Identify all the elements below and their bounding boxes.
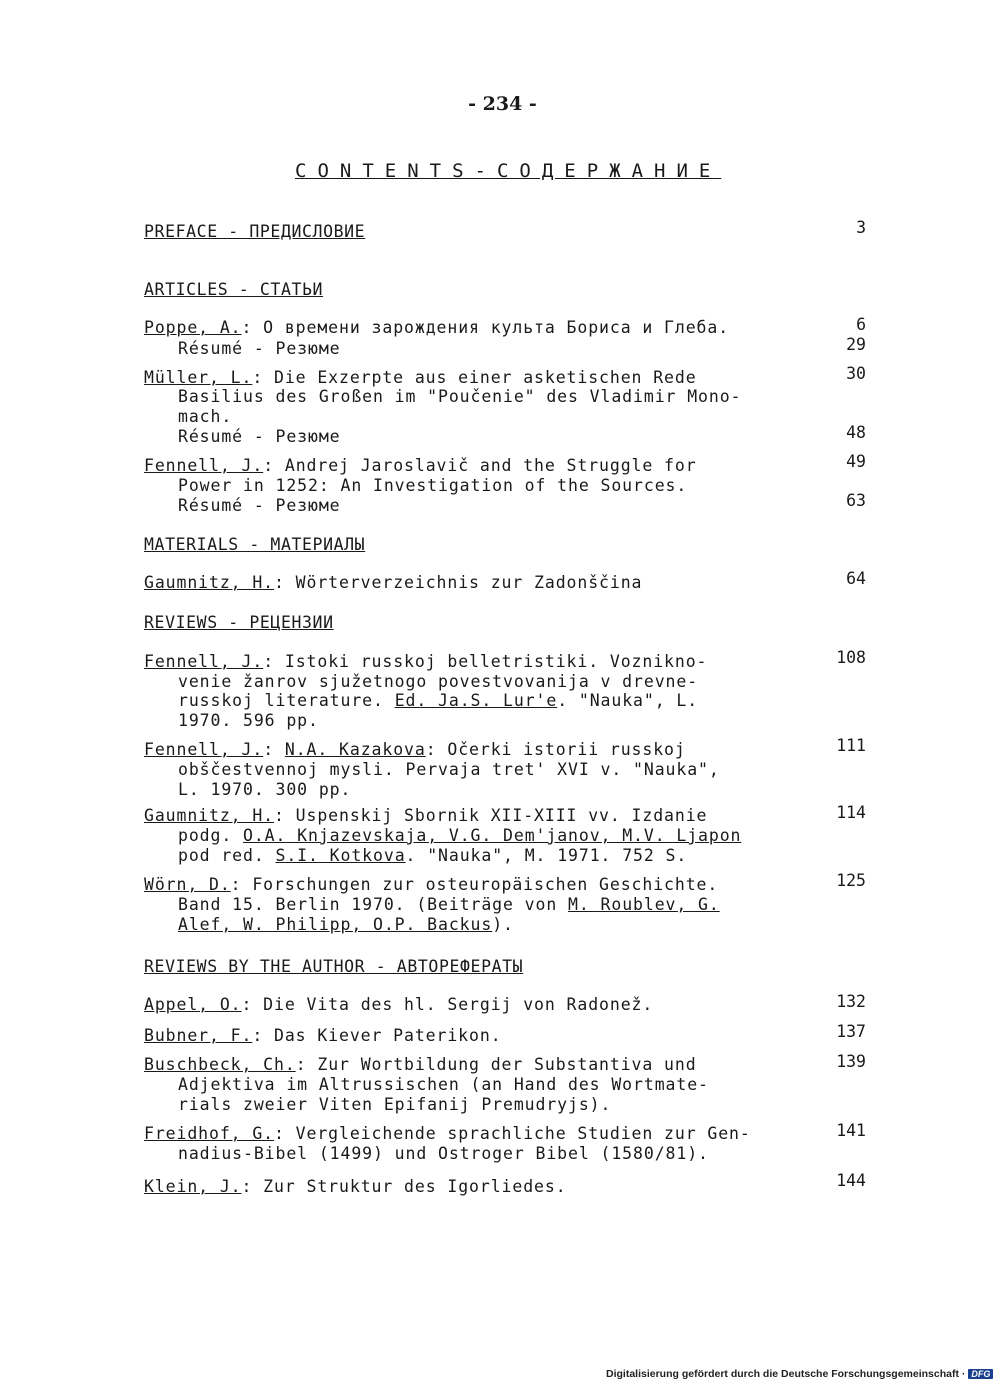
entry-text <box>178 846 687 865</box>
entry-text-part: : <box>263 740 285 759</box>
entry-page: 139 <box>836 1052 866 1071</box>
entry-author: Gaumnitz, H. <box>144 806 275 825</box>
section-preface-heading: PREFACE - ПРЕДИСЛОВИЕ <box>144 222 366 241</box>
entry-text-part: : Das Kiever Paterikon. <box>252 1026 502 1045</box>
entry-author: Freidhof, G. <box>144 1124 275 1143</box>
entry-page: 141 <box>836 1121 866 1140</box>
entry-text-part: podg. <box>178 826 244 845</box>
review-entry-worn <box>144 875 718 894</box>
digitization-footer: Digitalisierung gefördert durch die Deutsche Forschungsgemeinschaft · DFG <box>606 1368 993 1380</box>
entry-text-part: : Uspenskij Sbornik XII-XIII vv. Izdanie <box>274 806 708 825</box>
entry-text: : Andrej Jaroslavič and the Struggle for <box>263 456 697 475</box>
entry-text: obščestvennoj mysli. Pervaja tret' XVI v. "Nauka", <box>178 760 720 779</box>
entry-text: venie žanrov sjužetnogo povestvovanija v drevne- <box>178 672 699 691</box>
review-entry-gaumnitz <box>144 806 707 825</box>
entry-text: L. 1970. 300 pp. <box>178 780 352 799</box>
page-title: CONTENTS-СОДЕРЖАНИЕ <box>295 160 722 182</box>
footer-text: Digitalisierung gefördert durch die Deutsche Forschungsgemeinschaft <box>606 1368 959 1380</box>
entry-text: 1970. 596 pp. <box>178 711 319 730</box>
entry-text: Power in 1252: An Investigation of the Sources. <box>178 476 688 495</box>
entry-editor: S.I. Kotkova <box>275 846 406 865</box>
entry-text: rials zweier Viten Epifanij Premudryjs). <box>178 1095 612 1114</box>
section-reviews-heading: REVIEWS - РЕЦЕНЗИИ <box>144 613 334 632</box>
entry-page: 137 <box>836 1022 866 1041</box>
entry-editors: O.A. Knjazevskaja, V.G. Dem'janov, M.V. Ljapon <box>243 826 742 845</box>
entry-text <box>178 915 514 934</box>
entry-text-part: Band 15. Berlin 1970. (Beiträge von <box>178 895 569 914</box>
entry-author: Buschbeck, Ch. <box>144 1055 296 1074</box>
entry-resume: Résumé - Резюме <box>178 496 341 515</box>
entry-text-part: : Zur Wortbildung der Substantiva und <box>295 1055 697 1074</box>
entry-author: Bubner, F. <box>144 1026 253 1045</box>
entry-author: Appel, O. <box>144 995 242 1014</box>
entry-text-part: : Vergleichende sprachliche Studien zur Gen- <box>274 1124 751 1143</box>
entry-text <box>178 895 720 914</box>
entry-author: Poppe, A. <box>144 318 242 337</box>
entry-text-part: : Zur Struktur des Igorliedes. <box>241 1177 567 1196</box>
entry-author: Klein, J. <box>144 1177 242 1196</box>
entry-page: 111 <box>836 736 866 755</box>
review-entry-fennell-istoki <box>144 652 707 671</box>
author-review-entry-bubner <box>144 1026 502 1045</box>
entry-text: mach. <box>178 407 233 426</box>
entry-author: Fennell, J. <box>144 740 264 759</box>
entry-text-part: . "Nauka", L. <box>557 691 699 710</box>
article-entry-poppe <box>144 318 729 337</box>
entry-page: 114 <box>836 803 866 822</box>
author-review-entry-appel <box>144 995 653 1014</box>
entry-author: Fennell, J. <box>144 456 264 475</box>
article-entry-muller <box>144 368 697 387</box>
entry-text: : Istoki russkoj belletristiki. Voznikno- <box>263 652 708 671</box>
author-review-entry-buschbeck <box>144 1055 697 1074</box>
author-review-entry-klein <box>144 1177 567 1196</box>
entry-text-part: ). <box>492 915 514 934</box>
entry-editor: Ed. Ja.S. Lur'e <box>394 691 558 710</box>
material-entry-gaumnitz <box>144 573 642 592</box>
entry-page: 125 <box>836 871 866 890</box>
entry-resume-page: 48 <box>846 423 866 442</box>
entry-text: : О времени зарождения культа Бориса и Глеба. <box>241 318 730 337</box>
entry-page: 49 <box>846 452 866 471</box>
section-materials-heading: MATERIALS - МАТЕРИАЛЫ <box>144 535 366 554</box>
entry-reviewed-author: N.A. Kazakova <box>284 740 426 759</box>
article-entry-fennell <box>144 456 697 475</box>
dfg-logo-icon: DFG <box>968 1369 993 1379</box>
section-articles-heading: ARTICLES - СТАТЬИ <box>144 280 324 299</box>
section-author-reviews-heading: REVIEWS BY THE AUTHOR - АВТОРЕФЕРАТЫ <box>144 957 524 976</box>
author-review-entry-freidhof <box>144 1124 751 1143</box>
entry-text <box>178 826 741 845</box>
page-number: - 234 - <box>468 93 537 115</box>
entry-resume-page: 29 <box>846 335 866 354</box>
entry-text: Basilius des Großen im "Poučenie" des Vladimir Mono- <box>178 387 742 406</box>
entry-contributors: M. Roublev, G. <box>568 895 720 914</box>
entry-author: Fennell, J. <box>144 652 264 671</box>
entry-text-part: : Die Vita des hl. Sergij von Radonež. <box>241 995 654 1014</box>
entry-text: : Die Exzerpte aus einer asketischen Rede <box>252 368 697 387</box>
preface-page: 3 <box>856 218 866 237</box>
entry-text-part: . "Nauka", M. 1971. 752 S. <box>405 846 688 865</box>
entry-text-part: pod red. <box>178 846 276 865</box>
entry-text: Adjektiva im Altrussischen (an Hand des Wortmate- <box>178 1075 709 1094</box>
entry-resume-page: 63 <box>846 491 866 510</box>
entry-author: Müller, L. <box>144 368 253 387</box>
entry-page: 132 <box>836 992 866 1011</box>
entry-page: 64 <box>846 569 866 588</box>
entry-page: 144 <box>836 1171 866 1190</box>
entry-text-part: : Očerki istorii russkoj <box>425 740 686 759</box>
entry-resume: Résumé - Резюме <box>178 339 341 358</box>
entry-page: 30 <box>846 364 866 383</box>
entry-author: Gaumnitz, H. <box>144 573 275 592</box>
entry-contributors: Alef, W. Philipp, O.P. Backus <box>178 915 493 934</box>
entry-text: : Wörterverzeichnis zur Zadonščina <box>274 573 643 592</box>
entry-text-part: : Forschungen zur osteuropäischen Geschichte. <box>230 875 719 894</box>
entry-page: 6 <box>856 315 866 334</box>
review-entry-fennell-kazakova <box>144 740 686 759</box>
entry-text: nadius-Bibel (1499) und Ostroger Bibel (1580/81). <box>178 1144 709 1163</box>
entry-page: 108 <box>836 648 866 667</box>
entry-author: Wörn, D. <box>144 875 231 894</box>
entry-text-part: russkoj literature. <box>178 691 395 710</box>
entry-text <box>178 691 698 710</box>
entry-resume: Résumé - Резюме <box>178 427 341 446</box>
